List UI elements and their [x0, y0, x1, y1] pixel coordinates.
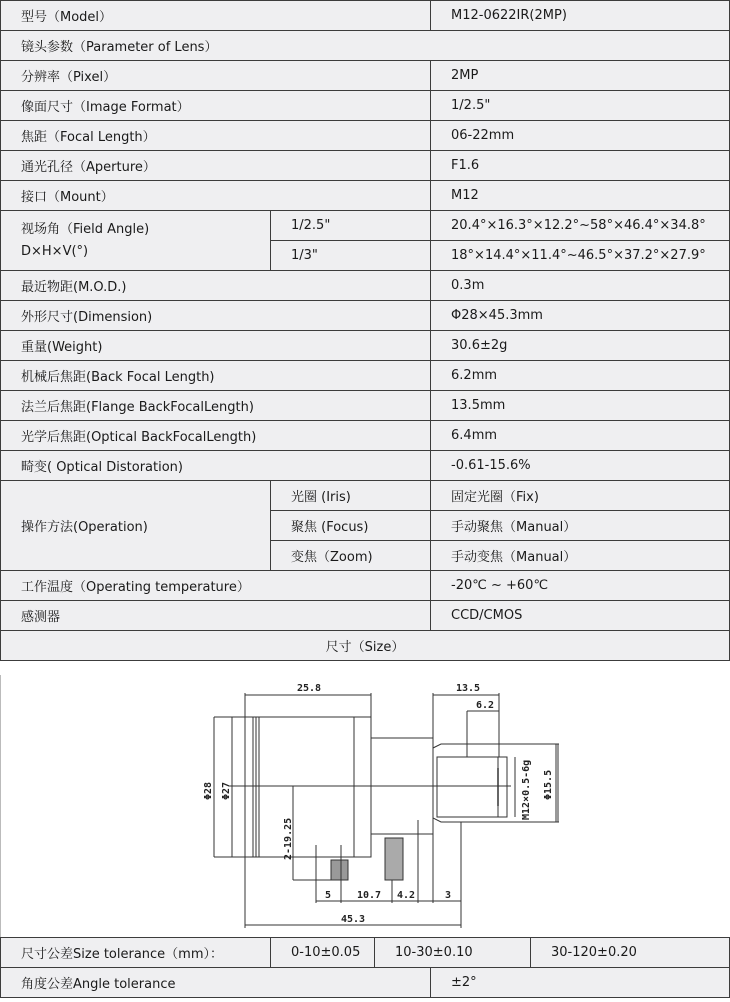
table-row	[1, 601, 730, 631]
size-tolerance-value: 10-30±0.10	[375, 938, 531, 968]
dim-3: 3	[445, 890, 452, 901]
row-value: Φ28×45.3mm	[431, 301, 730, 331]
row-value: 06-22mm	[431, 121, 730, 151]
table-row	[1, 481, 730, 511]
model-label: 型号（Model）	[1, 1, 431, 31]
row-label: 像面尺寸（Image Format）	[1, 91, 431, 121]
operation-item: 变焦（Zoom)	[271, 541, 431, 571]
table-row	[1, 421, 730, 451]
table-row	[1, 938, 730, 968]
field-angle-value: 20.4°×16.3°×12.2°~58°×46.4°×34.8°	[431, 211, 730, 241]
operation-value: 固定光圈（Fix)	[431, 481, 730, 511]
table-row	[1, 331, 730, 361]
field-angle-label-line2: D×H×V(°)	[21, 243, 89, 259]
field-angle-format: 1/3"	[271, 241, 431, 271]
field-angle-label	[1, 211, 271, 271]
operation-value: 手动聚焦（Manual）	[431, 511, 730, 541]
operation-item: 光圈 (Iris)	[271, 481, 431, 511]
model-value: M12-0622IR(2MP)	[431, 1, 730, 31]
dim-5: 5	[325, 890, 332, 901]
size-tolerance-value: 0-10±0.05	[271, 938, 375, 968]
dim-inner-dia: Φ27	[221, 781, 232, 800]
table-row	[1, 61, 730, 91]
row-label: 分辨率（Pixel）	[1, 61, 431, 91]
operation-label: 操作方法(Operation)	[1, 481, 271, 571]
dim-4-2: 4.2	[397, 890, 416, 901]
field-angle-value: 18°×14.4°×11.4°~46.5°×37.2°×27.9°	[431, 241, 730, 271]
dim-10-7: 10.7	[357, 890, 382, 901]
tolerance-table	[0, 937, 730, 998]
table-row	[1, 301, 730, 331]
row-value: 1/2.5"	[431, 91, 730, 121]
table-row	[1, 391, 730, 421]
row-label: 通光孔径（Aperture）	[1, 151, 431, 181]
size-tolerance-label: 尺寸公差Size tolerance（mm）：	[1, 938, 271, 968]
row-label: 最近物距(M.O.D.)	[1, 271, 431, 301]
table-row	[1, 571, 730, 601]
row-label: 光学后焦距(Optical BackFocalLength)	[1, 421, 431, 451]
row-label: 接口（Mount）	[1, 181, 431, 211]
angle-tolerance-value: ±2°	[431, 968, 730, 998]
row-label: 感测器	[1, 601, 431, 631]
dim-outer-dia: Φ28	[203, 781, 214, 800]
lens-dimension-drawing	[0, 675, 730, 937]
operation-item: 聚焦 (Focus)	[271, 511, 431, 541]
lens-drawing-svg	[1, 675, 730, 937]
row-value: 6.2mm	[431, 361, 730, 391]
table-row	[1, 91, 730, 121]
table-row	[1, 211, 730, 241]
table-row	[1, 631, 730, 661]
table-row	[1, 271, 730, 301]
table-row	[1, 181, 730, 211]
row-value: 0.3m	[431, 271, 730, 301]
table-row	[1, 151, 730, 181]
table-row	[1, 361, 730, 391]
size-header: 尺寸（Size）	[1, 631, 730, 661]
angle-tolerance-label: 角度公差Angle tolerance	[1, 968, 431, 998]
row-label: 工作温度（Operating temperature）	[1, 571, 431, 601]
row-value: -20℃ ~ +60℃	[431, 571, 730, 601]
dim-front-length: 25.8	[297, 683, 322, 694]
row-value: 2MP	[431, 61, 730, 91]
row-value: CCD/CMOS	[431, 601, 730, 631]
table-row	[1, 1, 730, 31]
dim-screw: 2-19.25	[283, 817, 294, 860]
field-angle-format: 1/2.5"	[271, 211, 431, 241]
row-value: -0.61-15.6%	[431, 451, 730, 481]
dim-back-focal: 6.2	[476, 700, 495, 711]
table-row	[1, 31, 730, 61]
row-value: 13.5mm	[431, 391, 730, 421]
field-angle-label-line1: 视场角（Field Angle)	[21, 221, 150, 237]
dim-overall-length: 45.3	[341, 914, 366, 925]
lens-params-header: 镜头参数（Parameter of Lens）	[1, 31, 730, 61]
row-label: 焦距（Focal Length）	[1, 121, 431, 151]
row-label: 重量(Weight)	[1, 331, 431, 361]
row-label: 外形尺寸(Dimension)	[1, 301, 431, 331]
row-value: F1.6	[431, 151, 730, 181]
operation-value: 手动变焦（Manual）	[431, 541, 730, 571]
row-label: 机械后焦距(Back Focal Length)	[1, 361, 431, 391]
size-tolerance-value: 30-120±0.20	[531, 938, 730, 968]
row-label: 法兰后焦距(Flange BackFocalLength)	[1, 391, 431, 421]
table-row	[1, 968, 730, 998]
row-label: 畸变( Optical Distoration)	[1, 451, 431, 481]
dim-flange-back: 13.5	[456, 683, 481, 694]
row-value: M12	[431, 181, 730, 211]
row-value: 30.6±2g	[431, 331, 730, 361]
dim-rear-dia: Φ15.5	[543, 769, 554, 800]
table-row	[1, 451, 730, 481]
table-row	[1, 121, 730, 151]
row-value: 6.4mm	[431, 421, 730, 451]
dim-thread: M12×0.5-6g	[521, 759, 532, 820]
